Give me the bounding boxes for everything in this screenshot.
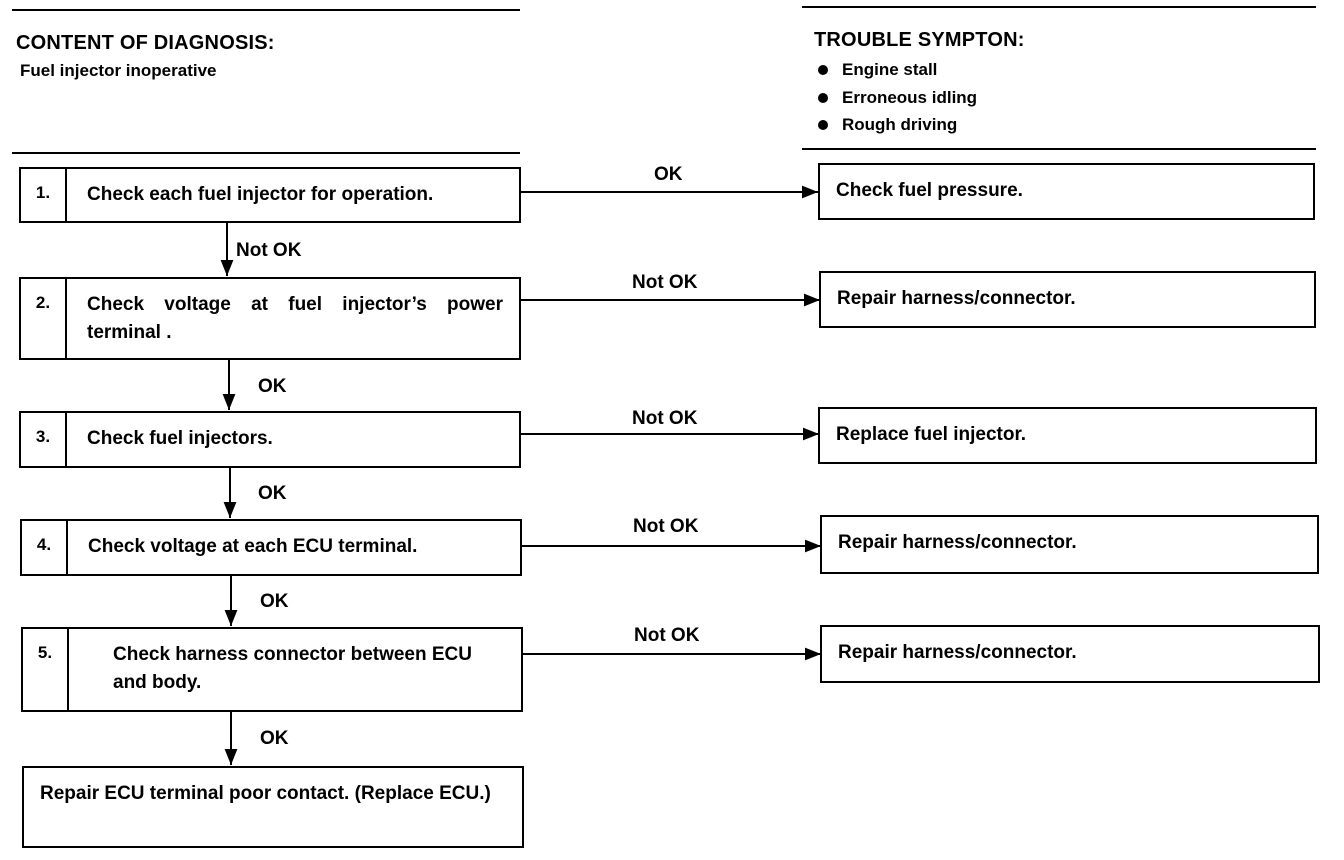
content-of-diagnosis-text: Fuel injector inoperative xyxy=(20,61,217,80)
step-number: 1. xyxy=(21,169,67,221)
side-label-3: Not OK xyxy=(632,408,698,429)
down-label-4: OK xyxy=(260,591,289,612)
content-of-diagnosis-title: CONTENT OF DIAGNOSIS: xyxy=(16,32,275,54)
side-label-1: OK xyxy=(654,164,683,185)
step-number: 4. xyxy=(22,521,68,574)
step-box-1 xyxy=(19,167,521,223)
step-text: Check harness connector between ECU and body. xyxy=(113,644,472,693)
step-text: Check each fuel injector for operation. xyxy=(87,184,434,205)
side-action-text: Check fuel pressure. xyxy=(836,180,1023,201)
side-action-text: Repair harness/connector. xyxy=(838,532,1077,553)
step-number: 2. xyxy=(21,279,67,358)
final-action-box xyxy=(22,766,524,848)
side-label-4: Not OK xyxy=(633,516,699,537)
step-number: 5. xyxy=(23,629,69,710)
side-action-box-3 xyxy=(818,407,1317,464)
side-action-text: Repair harness/connector. xyxy=(838,642,1077,663)
side-action-box-2 xyxy=(819,271,1316,328)
side-action-text: Replace fuel injector. xyxy=(836,424,1027,445)
side-action-box-1 xyxy=(818,163,1315,220)
symptom-text: Erroneous idling xyxy=(842,87,978,107)
step-text: Check voltage at fuel injector’s power terminal . xyxy=(87,294,503,343)
down-label-3: OK xyxy=(258,483,287,504)
side-action-box-4 xyxy=(820,515,1319,574)
side-action-text: Repair harness/connector. xyxy=(837,288,1076,309)
trouble-symptom-title: TROUBLE SYMPTON: xyxy=(814,29,1025,51)
symptom-text: Engine stall xyxy=(842,60,938,79)
step-number: 3. xyxy=(21,413,67,466)
side-action-box-5 xyxy=(820,625,1320,683)
step-box-2 xyxy=(19,277,521,360)
final-action-text: Repair ECU terminal poor contact. (Replace ECU.) xyxy=(40,783,491,804)
step-box-3 xyxy=(19,411,521,468)
step-text: Check fuel injectors. xyxy=(87,428,273,449)
down-label-5: OK xyxy=(260,728,289,749)
side-label-5: Not OK xyxy=(634,625,700,646)
down-label-1: Not OK xyxy=(236,240,302,261)
symptom-text: Rough driving xyxy=(842,115,958,134)
side-label-2: Not OK xyxy=(632,272,698,293)
step-box-5 xyxy=(21,627,523,712)
step-box-4 xyxy=(20,519,522,576)
down-label-2: OK xyxy=(258,376,287,397)
step-text: Check voltage at each ECU terminal. xyxy=(88,536,418,557)
